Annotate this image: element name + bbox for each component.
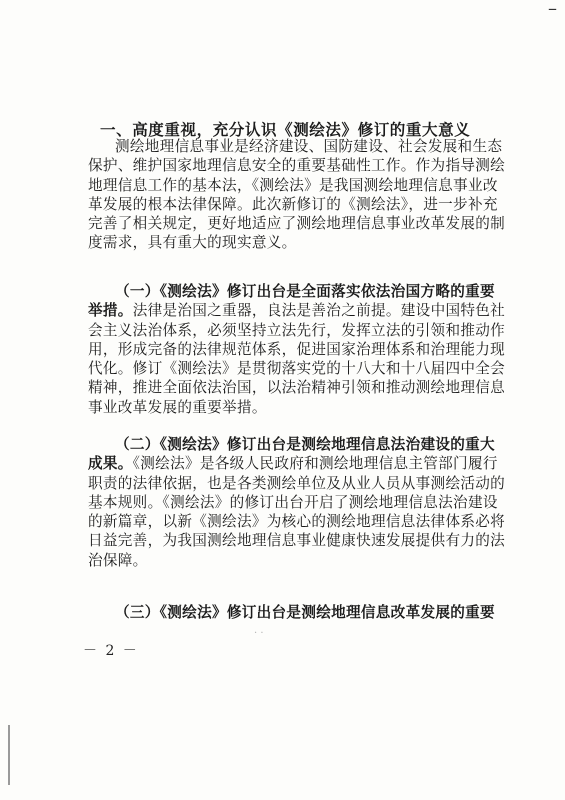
corner-mark: – xyxy=(548,0,557,19)
text-line: 地理信息工作的基本法，《测绘法》是我国测绘地理信息事业改 xyxy=(88,176,498,194)
text-line: 的新篇章，以新《测绘法》为核心的测绘地理信息法律体系必将 xyxy=(88,513,506,531)
text-line xyxy=(88,282,495,301)
text-line: 治保障。 xyxy=(88,551,148,569)
text-line: 职责的法律依据，也是各类测绘单位及从业人员从事测绘活动的 xyxy=(88,474,506,492)
subheading-lead: （三）《测绘法》修订出台是测绘地理信息改革发展的重要 xyxy=(115,604,495,621)
subheading-lead-end: 举措。 xyxy=(88,302,133,320)
paragraph-reform xyxy=(88,603,495,622)
scan-edge-rule xyxy=(8,725,10,785)
text-line: 精神，推进全面依法治国，以法治精神引领和推动测绘地理信息 xyxy=(88,379,506,397)
section-heading: 一、高度重视，充分认识《测绘法》修订的重大意义 xyxy=(100,120,471,139)
text-line xyxy=(88,454,498,473)
text-line: 度需求，具有重大的现实意义。 xyxy=(88,234,297,252)
page-number: － 2 － xyxy=(83,643,139,659)
paragraph-legal-construction xyxy=(88,435,506,570)
text-line xyxy=(88,435,495,454)
text-run: 《测绘法》是各级人民政府和测绘地理信息主管部门履行 xyxy=(132,455,498,473)
text-line xyxy=(88,301,506,320)
text-line: 革发展的根本法律保障。此次新修订的《测绘法》，进一步补充 xyxy=(88,195,498,213)
subheading-lead-end: 成果。 xyxy=(88,455,133,473)
text-line: 事业改革发展的重要举措。 xyxy=(88,398,267,416)
text-run: 法律是治国之重器，良法是善治之前提。建设中国特色社 xyxy=(132,302,506,320)
text-line: 完善了相关规定，更好地适应了测绘地理信息事业改革发展的制 xyxy=(88,215,506,233)
text-line: 会主义法治体系，必须坚持立法先行，发挥立法的引领和推动作 xyxy=(88,321,506,339)
text-line: 用，形成完备的法律规范体系，促进国家治理体系和治理能力现 xyxy=(88,340,506,358)
subheading-lead: （二）《测绘法》修订出台是测绘地理信息法治建设的重大 xyxy=(115,436,495,453)
paragraph-rule-of-law xyxy=(88,282,506,417)
paragraph-significance xyxy=(88,137,506,253)
text-line: 代化。修订《测绘法》是贯彻落实党的十八大和十八届四中全会 xyxy=(88,360,506,378)
scan-speck: · · xyxy=(254,628,264,639)
subheading-lead: （一）《测绘法》修订出台是全面落实依法治国方略的重要 xyxy=(115,283,495,300)
text-line: 保护、维护国家地理信息安全的重要基础性工作。作为指导测绘 xyxy=(88,157,506,175)
text-line: 基本规则。《测绘法》的修订出台开启了测绘地理信息法治建设 xyxy=(88,493,498,511)
text-line: 日益完善，为我国测绘地理信息事业健康快速发展提供有力的法 xyxy=(88,532,506,550)
text-line: 测绘地理信息事业是经济建设、国防建设、社会发展和生态 xyxy=(115,138,503,155)
text-line xyxy=(88,603,495,622)
